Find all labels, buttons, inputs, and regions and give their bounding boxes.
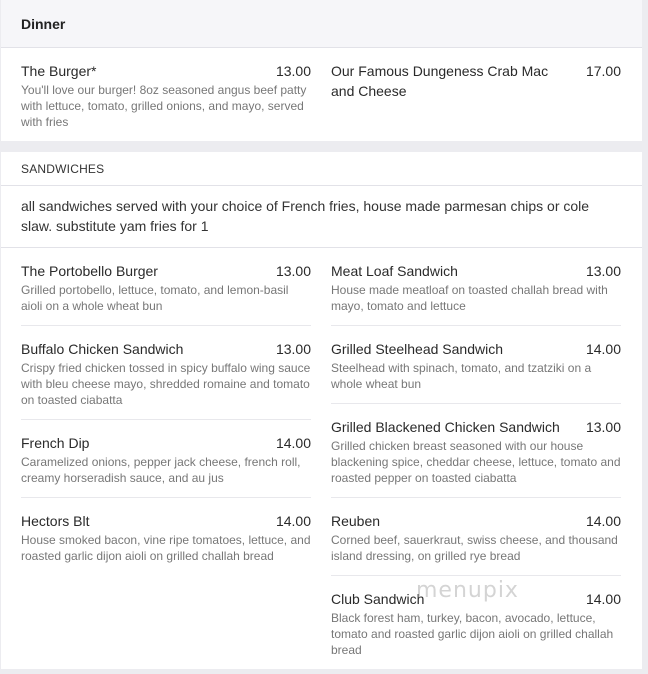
menu-item-name: Club Sandwich	[331, 591, 425, 607]
menu-item-name: Buffalo Chicken Sandwich	[21, 341, 184, 357]
sandwiches-section-note: all sandwiches served with your choice of French fries, house made parmesan chips or cole slaw. substitute yam fries for 1	[1, 186, 642, 248]
menu-item-name: Meat Loaf Sandwich	[331, 263, 458, 279]
menu-item-price: 13.00	[585, 263, 621, 279]
dinner-card	[1, 48, 642, 141]
menu-item-description: House smoked bacon, vine ripe tomatoes, lettuce, and roasted garlic dijon aioli on grilled challah bread	[21, 533, 311, 563]
sandwiches-card	[1, 248, 642, 669]
sandwiches-left-column	[21, 248, 311, 669]
menu-item-description: Crispy fried chicken tossed in spicy buffalo wing sauce with bleu cheese mayo, shredded romaine and tomato on toasted ciabatta	[21, 361, 311, 407]
menu-item-description: Corned beef, sauerkraut, swiss cheese, and thousand island dressing, on grilled rye bread	[331, 533, 618, 563]
menu-item[interactable]	[331, 404, 621, 498]
menu-item-price: 13.00	[275, 263, 311, 279]
menu-page	[1, 0, 642, 669]
menu-item-description: Steelhead with spinach, tomato, and tzatziki on a whole wheat bun	[331, 361, 592, 391]
menu-item-name: The Burger*	[21, 63, 97, 79]
menu-item-name: Reuben	[331, 513, 381, 529]
menu-item-description: Grilled portobello, lettuce, tomato, and lemon-basil aioli on a whole wheat bun	[21, 283, 289, 313]
menu-item-price: 14.00	[585, 513, 621, 529]
dinner-section-header	[1, 0, 642, 48]
menu-item-price: 13.00	[275, 63, 311, 79]
menu-item-name: Our Famous Dungeness Crab Mac and Cheese	[331, 63, 549, 99]
sandwiches-section-header	[1, 152, 642, 186]
menu-item-description: House made meatloaf on toasted challah bread with mayo, tomato and lettuce	[331, 283, 608, 313]
menu-item-name: Grilled Blackened Chicken Sandwich	[331, 419, 560, 435]
dinner-right-column	[331, 48, 621, 141]
menu-item-description: Caramelized onions, pepper jack cheese, french roll, creamy horseradish sauce, and au jus	[21, 455, 301, 485]
menu-item-price: 14.00	[275, 513, 311, 529]
menu-item[interactable]	[331, 48, 621, 112]
menu-item[interactable]	[21, 326, 311, 420]
menu-item-description: Grilled chicken breast seasoned with our house blackening spice, cheddar cheese, lettuce, tomato and roasted pepper on toasted ciabatta	[331, 439, 621, 485]
section-divider	[1, 141, 642, 152]
menu-item[interactable]	[21, 248, 311, 326]
menupix-watermark: menupix	[416, 578, 519, 603]
menu-item-price: 14.00	[585, 591, 621, 607]
menu-item-description: You'll love our burger! 8oz seasoned angus beef patty with lettuce, tomato, grilled onions, and mayo, served with fries	[21, 83, 307, 129]
menu-item-price: 14.00	[275, 435, 311, 451]
menu-item[interactable]	[21, 498, 311, 575]
menu-item[interactable]	[331, 498, 621, 576]
menu-item-price: 14.00	[585, 341, 621, 357]
menu-item-name: French Dip	[21, 435, 90, 451]
menu-item-name: The Portobello Burger	[21, 263, 158, 279]
menu-item-name: Hectors Blt	[21, 513, 90, 529]
menu-item-price: 13.00	[585, 419, 621, 435]
sandwiches-right-column	[331, 248, 621, 669]
menu-item-price: 17.00	[585, 63, 621, 79]
menu-item[interactable]	[331, 248, 621, 326]
menu-item-description: Black forest ham, turkey, bacon, avocado, lettuce, tomato and roasted garlic dijon aioli on grilled challah bread	[331, 611, 614, 657]
menu-item[interactable]	[331, 326, 621, 404]
menu-item[interactable]	[21, 420, 311, 498]
menu-item[interactable]	[21, 48, 311, 141]
dinner-left-column	[21, 48, 311, 141]
sandwiches-section-title: SANDWICHES	[21, 161, 105, 176]
dinner-section-title: Dinner	[21, 15, 66, 32]
menu-item-name: Grilled Steelhead Sandwich	[331, 341, 503, 357]
menu-item-price: 13.00	[275, 341, 311, 357]
